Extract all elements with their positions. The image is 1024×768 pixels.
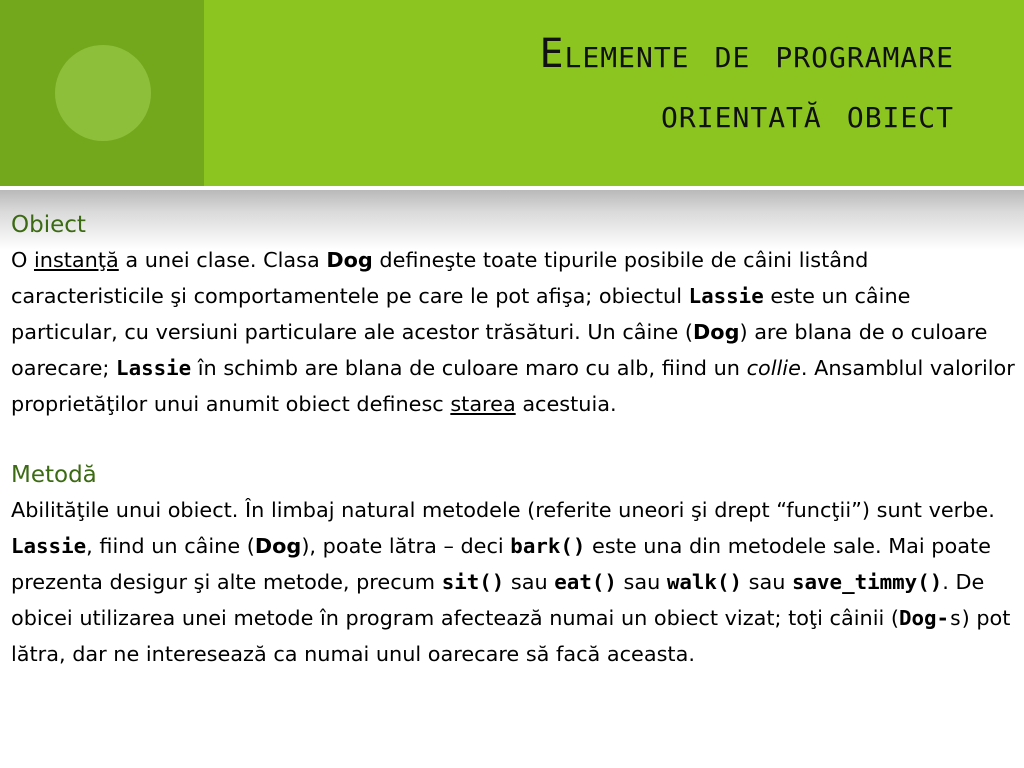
text-run: sau: [742, 570, 792, 594]
text-run: s: [949, 606, 962, 630]
text-run: . Ansamblul valorilor proprietăţilor unui anumit obiect definesc: [11, 356, 1015, 416]
banner-left-panel: [0, 0, 204, 186]
text-run: Abilităţile unui obiect. În limbaj natural metodele (referite uneori şi drept “funcţii”) sunt verbe.: [11, 498, 995, 522]
text-run: este una din metodele sale. Mai poate prezenta desigur şi alte metode, precum: [11, 534, 991, 594]
title-line-1: Elemente de programare: [539, 31, 954, 77]
code-walk: walk(): [666, 570, 742, 594]
code-sit: sit(): [441, 570, 505, 594]
text-run: ) pot lătra, dar ne interesează ca numai unul oarecare să facă aceasta.: [11, 606, 1011, 666]
code-lassie: Lassie: [11, 534, 87, 558]
heading-obiect: Obiect: [11, 212, 86, 238]
term-dog: Dog: [254, 534, 302, 558]
text-run: , fiind un câine (: [86, 534, 255, 558]
text-run: . De obicei utilizarea unei metode în program afectează numai un obiect vizat; toţi câinii (: [11, 570, 985, 630]
term-starea: starea: [450, 392, 516, 416]
decorative-circle: [55, 45, 151, 141]
code-eat: eat(): [554, 570, 617, 594]
code-lassie: Lassie: [688, 284, 764, 308]
slide-title: [194, 24, 954, 144]
text-run: este un câine particular, cu versiuni particulare ale acestor trăsături. Un câine (: [11, 284, 911, 344]
code-bark: bark(): [510, 534, 586, 558]
text-run: ), poate lătra – deci: [301, 534, 511, 558]
term-dog: Dog: [326, 248, 373, 272]
code-dog-plural: Dog-: [898, 606, 950, 630]
text-run: a unei clase. Clasa: [118, 248, 327, 272]
code-lassie: Lassie: [116, 356, 192, 380]
paragraph-metoda: [11, 492, 1016, 672]
heading-metoda: Metodă: [11, 462, 97, 488]
text-run: ) are blana de o culoare oarecare;: [11, 320, 988, 380]
text-run: defineşte toate tipurile posibile de câini listând caracteristicile şi comportamentele pe care le pot afişa; obiectul: [11, 248, 869, 308]
code-save-timmy: save_timmy(): [791, 570, 943, 594]
term-dog: Dog: [693, 320, 740, 344]
text-run: sau: [616, 570, 667, 594]
term-collie: collie: [746, 356, 801, 380]
text-run: acestuia.: [515, 392, 617, 416]
title-banner: [0, 0, 1024, 186]
text-run: în schimb are blana de culoare maro cu alb, fiind un: [191, 356, 747, 380]
text-run: O: [11, 248, 34, 272]
title-line-2: orientată obiect: [661, 91, 954, 137]
paragraph-obiect: [11, 242, 1016, 422]
text-run: sau: [504, 570, 555, 594]
slide-body: [11, 208, 1016, 672]
spacer: [11, 422, 1016, 458]
term-instanta: instanţă: [33, 248, 119, 272]
